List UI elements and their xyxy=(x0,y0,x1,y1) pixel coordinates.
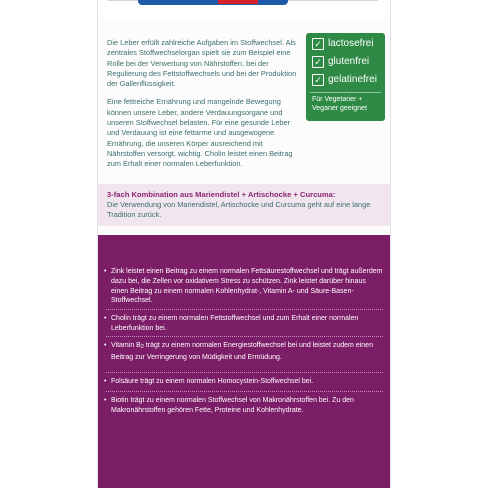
vegetarian-vegan-note: Für Vegetarier + Veganer geeignet xyxy=(312,96,367,112)
check-icon: ✓ xyxy=(312,56,324,68)
claim-text-end: trägt zu einem normalen Energiestoffwechsel bei und leistet zudem einen Beitrag zur Verringerung von Müdigkeit und Ermüdung. xyxy=(111,342,373,361)
claim-text: Folsäure trägt zu einem normalen Homocystein-Stoffwechsel bei. xyxy=(111,378,314,385)
bullet-icon: • xyxy=(104,378,107,385)
bullet-icon: • xyxy=(104,268,107,275)
claim-separator xyxy=(106,372,383,373)
check-icon: ✓ xyxy=(312,74,324,86)
claim-vitamin-b2 xyxy=(104,341,384,363)
health-claims-panel xyxy=(98,235,390,488)
tradition-band xyxy=(98,184,390,226)
claim-separator xyxy=(106,309,383,310)
claim-biotin xyxy=(104,396,384,416)
bullet-icon: • xyxy=(104,397,107,404)
bullet-icon: • xyxy=(104,342,107,349)
feature-label: glutenfrei xyxy=(328,56,370,67)
intro-paragraph-nutrition: Eine fettreiche Ernährung und mangelnde Bewegung können unsere Leber, andere Verdauungsorgane und unseren Stoffwechsel belasten. Für eine gesunde Leber und Verdauung ist eine fettarme und ausgewogene Ernährung, die unseren Körper ausreichend mit Nährstoffen versorgt, wichtig. Cholin leistet einen Beitrag zum Erhalt einer normalen Leberfunktion. xyxy=(107,97,293,169)
intro-paragraph-liver: Die Leber erfüllt zahlreiche Aufgaben im Stoffwechsel. Als zentrales Stoffwechselorgan spielt sie zum Beispiel eine Rolle bei der Verwertung von Nährstoffen, bei der Regulierung des Fettstoffwechsels und bei der Produktion der Gallenflüssigkeit. xyxy=(107,38,297,89)
brand-strip-blue xyxy=(138,0,288,5)
claim-text: Cholin trägt zu einem normalen Fettstoffwechsel und zum Erhalt einer normalen Leberfunktion bei. xyxy=(111,315,359,332)
panel-divider xyxy=(310,92,381,93)
check-icon: ✓ xyxy=(312,38,324,50)
claim-zink xyxy=(104,267,384,306)
bullet-icon: • xyxy=(104,315,107,322)
claim-separator xyxy=(106,391,383,392)
brand-strip-red xyxy=(218,0,258,4)
claim-text: Biotin trägt zu einem normalen Stoffwechsel von Makronährstoffen bei. Zu den Makronährstoffen gehören Fette, Proteine und Kohlenhydrate. xyxy=(111,397,354,414)
claim-text: Zink leistet einen Beitrag zu einem normalen Fettsäurestoffwechsel und trägt außerdem dazu bei, die Zellen vor oxidativem Stress zu schützen. Zink leistet darüber hinaus einen Beitrag zu einem normalen Kohlenhydrat-, Vitamin A- und Säure-Basen-Stoffwechsel. xyxy=(111,268,383,305)
claim-text-start: Vitamin B xyxy=(111,342,141,349)
package-top-edge xyxy=(98,0,390,18)
intro-text xyxy=(107,38,301,170)
package-back-panel xyxy=(98,0,390,488)
feature-label: gelatinefrei xyxy=(328,74,377,85)
claim-subscript: 2 xyxy=(140,344,144,350)
claim-folsaeure xyxy=(104,377,384,387)
claim-cholin xyxy=(104,314,384,334)
feature-gelatine-free xyxy=(312,73,384,87)
tradition-text: Die Verwendung von Mariendistel, Artischocke und Curcuma geht auf eine lange Tradition zurück. xyxy=(107,200,371,219)
claim-separator xyxy=(106,336,383,337)
feature-lactose-free xyxy=(312,37,384,51)
feature-gluten-free xyxy=(312,55,384,69)
tradition-heading: 3-fach Kombination aus Mariendistel + Artischocke + Curcuma: xyxy=(107,190,336,199)
free-from-panel xyxy=(306,33,385,121)
feature-label: lactosefrei xyxy=(328,38,374,49)
